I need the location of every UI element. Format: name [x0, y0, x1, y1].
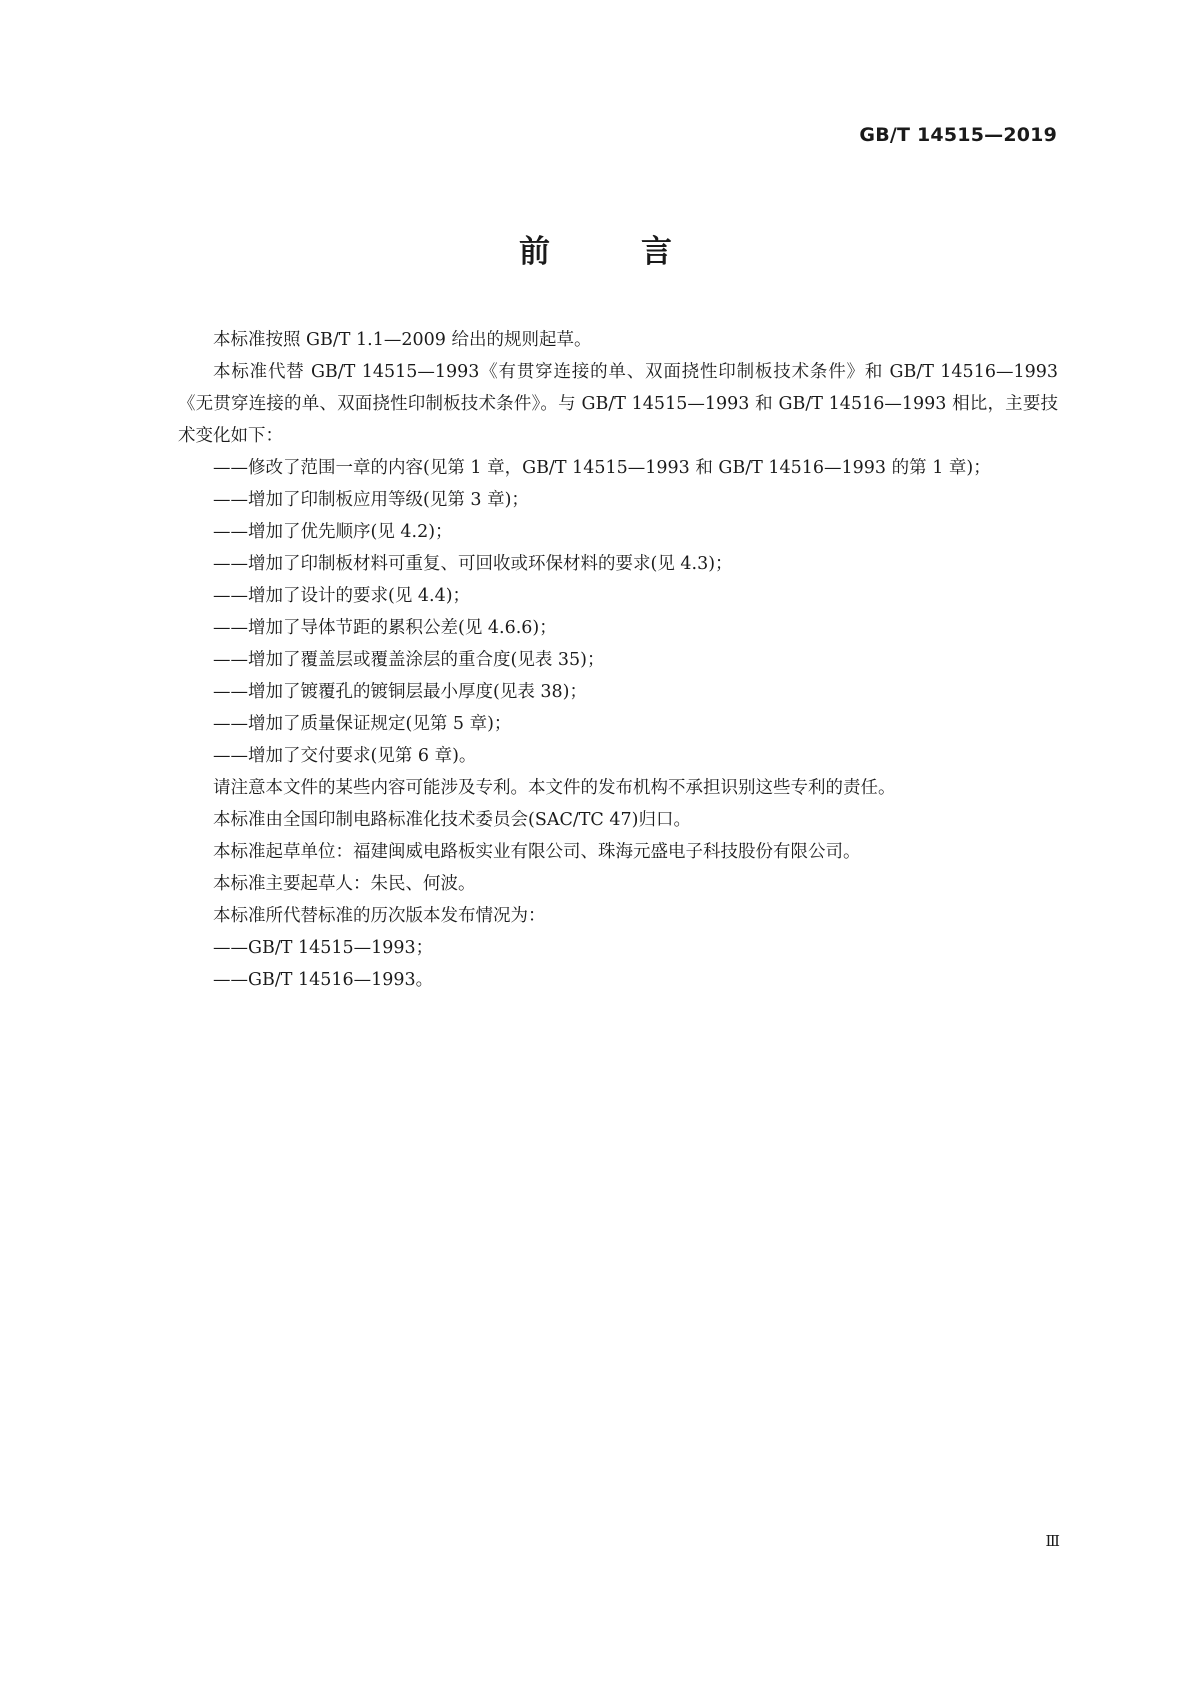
list-item: ——增加了优先顺序(见 4.2)；	[213, 522, 453, 542]
page-title: 前 言	[519, 234, 702, 270]
page-number: Ⅲ	[1045, 1532, 1059, 1550]
list-item: ——增加了印制板材料可重复、可回收或环保材料的要求(见 4.3)；	[213, 554, 733, 574]
list-item: ——增加了镀覆孔的镀铜层最小厚度(见表 38)；	[213, 682, 587, 702]
paragraph-drafting-units: 本标准起草单位：福建闽威电路板实业有限公司、珠海元盛电子科技股份有限公司。	[213, 842, 861, 862]
list-item: ——增加了交付要求(见第 6 章)。	[213, 746, 477, 766]
list-item: ——增加了印制板应用等级(见第 3 章)；	[213, 490, 529, 510]
paragraph-history-intro: 本标准所代替标准的历次版本发布情况为：	[213, 906, 546, 926]
history-item: ——GB/T 14515—1993；	[213, 938, 434, 958]
paragraph-drafters: 本标准主要起草人：朱民、何波。	[213, 874, 476, 894]
document-body	[178, 324, 1058, 996]
list-item: ——增加了设计的要求(见 4.4)；	[213, 586, 471, 606]
paragraph-drafting-rules: 本标准按照 GB/T 1.1—2009 给出的规则起草。	[213, 330, 592, 350]
paragraph-committee: 本标准由全国印制电路标准化技术委员会(SAC/TC 47)归口。	[213, 810, 691, 830]
standard-code: GB/T 14515—2019	[859, 124, 1057, 146]
list-item: ——修改了范围一章的内容(见第 1 章，GB/T 14515—1993 和 GB/T 14516—1993 的第 1 章)；	[213, 458, 991, 478]
list-item: ——增加了导体节距的累积公差(见 4.6.6)；	[213, 618, 557, 638]
paragraph-patent-notice: 请注意本文件的某些内容可能涉及专利。本文件的发布机构不承担识别这些专利的责任。	[213, 778, 896, 798]
list-item: ——增加了质量保证规定(见第 5 章)；	[213, 714, 512, 734]
paragraph-replacement: 本标准代替 GB/T 14515—1993《有贯穿连接的单、双面挠性印制板技术条件》和 GB/T 14516—1993《无贯穿连接的单、双面挠性印制板技术条件》。与 GB/T 14515—1993 和 GB/T 14516—1993 相比，主要技术变化如下：	[178, 362, 1058, 446]
history-item: ——GB/T 14516—1993。	[213, 970, 434, 990]
list-item: ——增加了覆盖层或覆盖涂层的重合度(见表 35)；	[213, 650, 605, 670]
